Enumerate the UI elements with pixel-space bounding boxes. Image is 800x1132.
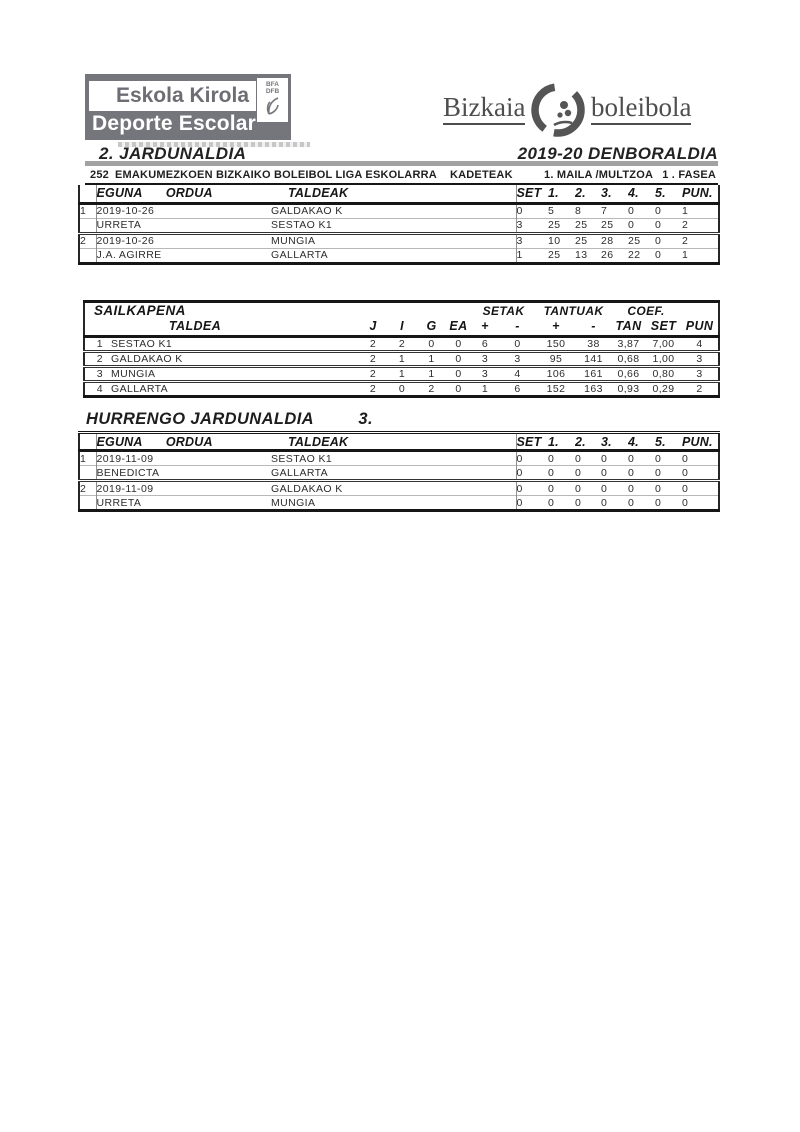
stat-cell: 3 (471, 351, 499, 366)
team-cell: GALDAKAO K (271, 203, 516, 218)
group-header-tantuak: TANTUAK (543, 303, 604, 318)
stat-cell: 4 (499, 366, 536, 381)
score-cell: 10 (548, 233, 575, 248)
stat-cell: 0 (514, 337, 521, 350)
team-cell: MUNGIA (106, 366, 359, 381)
score-cell: 2 (682, 233, 719, 248)
team-cell: GALLARTA (271, 248, 516, 263)
score-cell: 0 (601, 496, 628, 511)
stat-cell: 2 (359, 366, 387, 381)
table-row (79, 481, 719, 496)
table-row (79, 218, 719, 233)
stat-cell: 1 (387, 351, 417, 366)
score-cell: 0 (628, 466, 655, 481)
table-row (79, 496, 719, 511)
stat-cell: 2 (369, 337, 377, 350)
header-j: J (359, 318, 387, 336)
score-cell: 25 (548, 218, 575, 233)
results-table (78, 185, 720, 265)
team-cell: SESTAO K1 (111, 337, 173, 350)
next-matchday-label: HURRENGO JARDUNALDIA (86, 410, 314, 428)
stat-cell: 95 (536, 351, 576, 366)
score-cell: 0 (682, 466, 719, 481)
header-points-plus: + (536, 318, 576, 336)
standings-row (84, 366, 719, 381)
next-matches-table (78, 431, 720, 512)
stat-cell: 3 (681, 351, 719, 366)
score-cell: 7 (601, 205, 608, 217)
header-set2: 2. (575, 433, 601, 451)
date-cell: 2019-10-26 (96, 205, 155, 217)
header-pun: PUN. (682, 185, 719, 203)
header-pun: PUN (681, 318, 719, 336)
header-points-minus: - (576, 318, 611, 336)
match-number: 1 (79, 451, 96, 466)
score-cell: 0 (575, 496, 601, 511)
stat-cell: 0 (446, 351, 471, 366)
header-eguna: EGUNA (96, 434, 143, 449)
score-cell: 0 (655, 233, 682, 248)
header-ordua: ORDUA (165, 186, 213, 201)
stat-cell: 0,80 (646, 366, 681, 381)
score-cell: 3 (516, 233, 548, 248)
league-info-bar (85, 161, 718, 185)
next-matchday-title (86, 410, 373, 429)
group-header-coef: COEF. (627, 303, 665, 318)
header-set2: 2. (575, 185, 601, 203)
score-cell: 0 (601, 466, 628, 481)
stat-cell: 2 (417, 381, 446, 396)
venue-cell: URRETA (96, 218, 271, 233)
league-division: 1. MAILA /MULTZOA (544, 169, 654, 181)
stat-cell: 1 (471, 381, 499, 396)
header-set4: 4. (628, 185, 655, 203)
table-row (79, 233, 719, 248)
score-cell: 28 (601, 233, 628, 248)
score-cell: 0 (628, 205, 635, 217)
match-number: 2 (79, 481, 96, 496)
score-cell: 3 (516, 218, 548, 233)
stat-cell: 3 (681, 366, 719, 381)
header-set1: 1. (548, 185, 575, 203)
stat-cell: 0,93 (611, 381, 646, 396)
table-row (79, 451, 719, 466)
stat-cell: 6 (481, 337, 489, 350)
header-sets-plus: + (471, 318, 499, 336)
stat-cell: 2 (681, 381, 719, 396)
score-cell: 0 (655, 481, 682, 496)
header-set: SET (646, 318, 681, 336)
score-cell: 0 (516, 205, 523, 217)
volleyball-emblem-icon (527, 81, 589, 139)
score-cell: 5 (548, 205, 555, 217)
standings-table (83, 300, 720, 398)
header-sets-minus: - (499, 318, 536, 336)
bfa-dfb-badge (257, 78, 288, 122)
venue-cell: URRETA (96, 496, 271, 511)
stat-cell: 7,00 (652, 337, 675, 350)
season-title: 2019-20 DENBORALDIA (517, 144, 718, 163)
fern-leaf-icon (263, 95, 283, 117)
next-matchday-number: 3. (358, 410, 373, 428)
league-category: KADETEAK (450, 169, 513, 181)
score-cell: 0 (655, 452, 662, 465)
score-cell: 0 (655, 218, 682, 233)
score-cell: 0 (655, 496, 682, 511)
header-taldeak: TALDEAK (271, 185, 516, 203)
score-cell: 26 (601, 248, 628, 263)
header-set: SET (516, 185, 548, 203)
stat-cell: 150 (546, 337, 566, 350)
header-set: SET (516, 433, 548, 451)
score-cell: 1 (682, 205, 689, 217)
stat-cell: 1 (387, 366, 417, 381)
score-cell: 13 (575, 248, 601, 263)
header-set5: 5. (655, 185, 682, 203)
stat-cell: 106 (536, 366, 576, 381)
header-ordua: ORDUA (165, 434, 213, 449)
league-code: 252 (90, 169, 109, 181)
score-cell: 0 (628, 452, 635, 465)
stat-cell: 152 (536, 381, 576, 396)
team-cell: GALDAKAO K (271, 481, 516, 496)
header-ea: EA (446, 318, 471, 336)
score-cell: 0 (548, 496, 575, 511)
table-row (79, 203, 719, 218)
header-set3: 3. (601, 185, 628, 203)
team-cell: GALLARTA (106, 381, 359, 396)
score-cell: 0 (655, 205, 662, 217)
league-phase: 1 . FASEA (662, 169, 716, 181)
header-taldeak: TALDEAK (271, 433, 516, 451)
team-cell: SESTAO K1 (271, 451, 516, 466)
stat-cell: 0 (428, 337, 435, 350)
stat-cell: 38 (587, 337, 600, 350)
score-cell: 0 (628, 496, 655, 511)
score-cell: 0 (601, 481, 628, 496)
stat-cell: 0,68 (611, 351, 646, 366)
standings-row (84, 381, 719, 396)
standings-row (84, 336, 719, 351)
score-cell: 25 (548, 248, 575, 263)
header-eguna: EGUNA (96, 186, 143, 201)
stat-cell: 1,00 (646, 351, 681, 366)
stat-cell: 4 (696, 337, 703, 350)
stat-cell: 163 (576, 381, 611, 396)
score-cell: 0 (516, 481, 548, 496)
score-cell: 22 (628, 248, 655, 263)
position-cell: 2 (84, 351, 106, 366)
table-row (79, 466, 719, 481)
stat-cell: 2 (359, 381, 387, 396)
score-cell: 0 (516, 496, 548, 511)
score-cell: 25 (628, 233, 655, 248)
score-cell: 2 (682, 218, 719, 233)
team-cell: SESTAO K1 (271, 218, 516, 233)
standings-title: SAILKAPENA (94, 303, 186, 318)
header-set5: 5. (655, 433, 682, 451)
score-cell: 0 (548, 481, 575, 496)
deporte-escolar-wordmark: Deporte Escolar (92, 112, 257, 135)
header-set1: 1. (548, 433, 575, 451)
badge-text-bfa: BFA (266, 81, 279, 88)
match-number: 1 (79, 203, 96, 218)
stat-cell: 1 (417, 351, 446, 366)
stat-cell: 0,66 (611, 366, 646, 381)
stat-cell: 3 (471, 366, 499, 381)
eskola-kirola-wordmark: Eskola Kirola (89, 81, 256, 111)
score-cell: 1 (682, 248, 719, 263)
header-set3: 3. (601, 433, 628, 451)
score-cell: 0 (548, 452, 555, 465)
score-cell: 0 (682, 496, 719, 511)
stat-cell: 161 (576, 366, 611, 381)
group-header-setak: SETAK (482, 303, 525, 318)
score-cell: 0 (516, 452, 523, 465)
team-cell: GALDAKAO K (106, 351, 359, 366)
bizkaia-boleibola-logo (443, 80, 718, 138)
date-cell: 2019-10-26 (96, 233, 271, 248)
date-cell: 2019-11-09 (96, 452, 154, 465)
stat-cell: 3,87 (617, 337, 640, 350)
header-pun: PUN. (682, 433, 719, 451)
table-row (79, 248, 719, 263)
standings-group-header-row (84, 302, 719, 319)
score-cell: 0 (655, 466, 682, 481)
match-number: 2 (79, 233, 96, 248)
next-header-row (79, 433, 719, 451)
score-cell: 25 (575, 233, 601, 248)
position-cell: 1 (96, 337, 103, 350)
standings-header-row (84, 318, 719, 336)
score-cell: 0 (628, 218, 655, 233)
score-cell: 0 (601, 452, 608, 465)
standings-row (84, 351, 719, 366)
team-cell: MUNGIA (271, 233, 516, 248)
stat-cell: 0 (446, 366, 471, 381)
matchday-title: 2. JARDUNALDIA (99, 144, 247, 163)
stat-cell: 0,29 (646, 381, 681, 396)
header-tan: TAN (611, 318, 646, 336)
team-cell: GALLARTA (271, 466, 516, 481)
score-cell: 0 (575, 481, 601, 496)
score-cell: 0 (682, 452, 689, 465)
header-taldea: TALDEA (84, 318, 359, 336)
stat-cell: 3 (499, 351, 536, 366)
header-g: G (417, 318, 446, 336)
score-cell: 1 (516, 248, 548, 263)
stat-cell: 0 (455, 337, 462, 350)
header-set4: 4. (628, 433, 655, 451)
score-cell: 0 (628, 481, 655, 496)
badge-text-dfb: DFB (265, 88, 280, 95)
stat-cell: 0 (387, 381, 417, 396)
eskola-kirola-logo (85, 74, 291, 140)
stat-cell: 2 (359, 351, 387, 366)
score-cell: 0 (516, 466, 548, 481)
score-cell: 8 (575, 205, 582, 217)
score-cell: 0 (575, 452, 582, 465)
score-cell: 0 (575, 466, 601, 481)
header-i: I (387, 318, 417, 336)
stat-cell: 141 (576, 351, 611, 366)
score-cell: 0 (548, 466, 575, 481)
stat-cell: 0 (446, 381, 471, 396)
venue-cell: BENEDICTA (96, 466, 271, 481)
results-header-row (79, 185, 719, 203)
venue-cell: J.A. AGIRRE (96, 248, 271, 263)
position-cell: 3 (84, 366, 106, 381)
team-cell: MUNGIA (271, 496, 516, 511)
stat-cell: 1 (417, 366, 446, 381)
score-cell: 25 (601, 218, 628, 233)
stat-cell: 6 (499, 381, 536, 396)
boleibola-wordmark: boleibola (591, 92, 691, 125)
bizkaia-wordmark: Bizkaia (443, 92, 525, 125)
stat-cell: 2 (398, 337, 406, 350)
position-cell: 4 (84, 381, 106, 396)
score-cell: 0 (655, 248, 682, 263)
date-cell: 2019-11-09 (96, 481, 271, 496)
league-name: EMAKUMEZKOEN BIZKAIKO BOLEIBOL LIGA ESKOLARRA (115, 169, 437, 181)
score-cell: 0 (682, 481, 719, 496)
score-cell: 25 (575, 218, 601, 233)
